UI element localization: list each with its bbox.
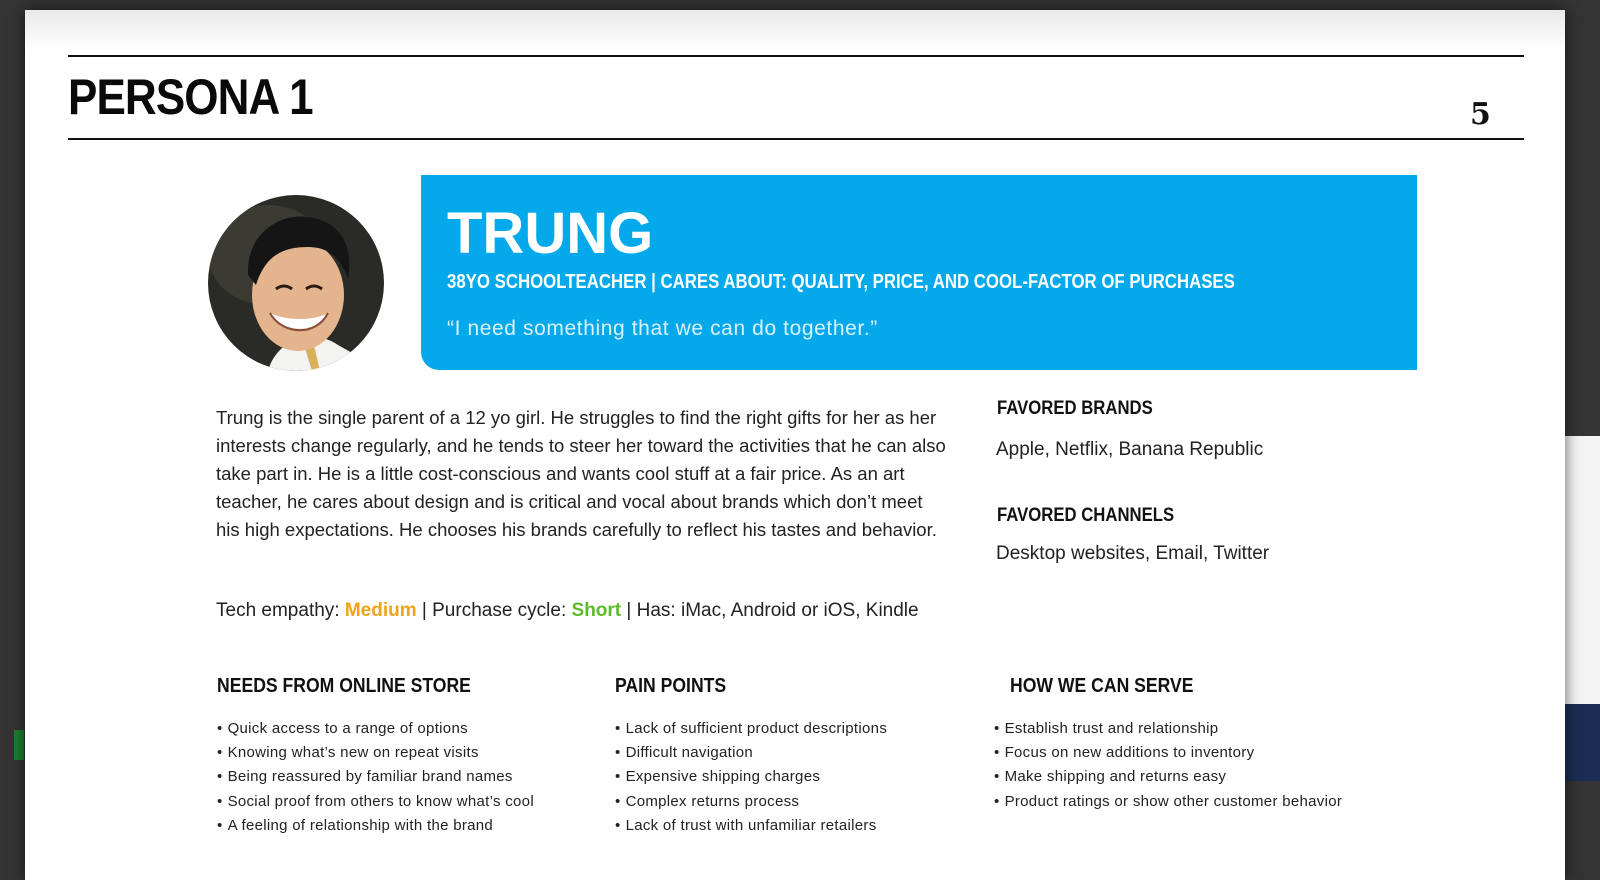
bullet-glyph: • — [615, 816, 621, 834]
tech-empathy-value: Medium — [344, 600, 417, 621]
bullet-glyph: • — [994, 792, 1000, 810]
list-item-text: Make shipping and returns easy — [1004, 768, 1227, 786]
list-item-text: Social proof from others to know what’s cool — [227, 792, 534, 810]
list-item-text: Focus on new additions to inventory — [1004, 744, 1255, 762]
list-item-text: Complex returns process — [625, 792, 800, 810]
list-item-text: Product ratings or show other customer behavior — [1004, 792, 1343, 810]
list-item — [994, 741, 1342, 765]
bullet-glyph: • — [217, 768, 223, 786]
list-item-text: Lack of trust with unfamiliar retailers — [625, 816, 877, 834]
favored-channels-value: Desktop websites, Email, Twitter — [996, 543, 1270, 564]
bullet-glyph: • — [615, 792, 621, 810]
bullet-glyph: • — [217, 720, 223, 737]
list-item — [615, 717, 887, 741]
list-item-text: Being reassured by familiar brand names — [227, 768, 513, 786]
bullet-glyph: • — [994, 744, 1000, 762]
list-item-text: Establish trust and relationship — [1004, 720, 1219, 737]
purchase-cycle-value: Short — [571, 600, 622, 621]
persona-avatar — [208, 195, 384, 371]
persona-bio: Trung is the single parent of a 12 yo girl. He struggles to find the right gifts for her as her interests change regularly, and he tends to steer her toward the activities that he can also take part in. He is a little cost-conscious and wants cool stuff at a fair price. As an art teacher, he cares about design and is critical and vocal about brands which don’t meet his high expectations. He chooses his brands carefully to reflect his tastes and behavior. — [216, 407, 946, 540]
list-item — [615, 741, 887, 765]
favored-channels-heading: FAVORED CHANNELS — [997, 505, 1175, 526]
bullet-glyph: • — [994, 768, 1000, 786]
bullet-glyph: • — [615, 744, 621, 762]
persona-name: TRUNG — [447, 201, 654, 266]
list-item-text: Knowing what’s new on repeat visits — [227, 744, 479, 762]
persona-slide — [25, 10, 1565, 880]
list-item — [615, 790, 887, 814]
favored-brands-heading: FAVORED BRANDS — [997, 398, 1153, 419]
persona-subtitle: 38YO SCHOOLTEACHER | CARES ABOUT: QUALITY, PRICE, AND COOL-FACTOR OF PURCHASES — [447, 271, 1235, 293]
list-item-text: Expensive shipping charges — [625, 768, 821, 786]
persona-banner — [421, 175, 1417, 370]
tech-empathy-label: Tech empathy: — [216, 600, 345, 621]
tech-separator: | — [621, 600, 637, 621]
pain-points-list — [615, 717, 887, 838]
tech-summary — [216, 600, 919, 622]
list-item-text: Quick access to a range of options — [227, 720, 468, 737]
list-item-text: A feeling of relationship with the brand — [227, 816, 494, 834]
bullet-glyph: • — [615, 720, 621, 737]
needs-heading: NEEDS FROM ONLINE STORE — [217, 675, 471, 697]
bullet-glyph: • — [217, 792, 223, 810]
slide-title: PERSONA 1 — [68, 69, 313, 125]
favored-brands-value: Apple, Netflix, Banana Republic — [996, 439, 1264, 460]
list-item — [994, 790, 1342, 814]
list-item-text: Lack of sufficient product descriptions — [625, 720, 888, 737]
needs-list — [217, 717, 534, 838]
list-item — [217, 741, 534, 765]
slide-top-shade — [25, 10, 1565, 50]
bullet-glyph: • — [615, 768, 621, 786]
how-we-can-serve-heading: HOW WE CAN SERVE — [1010, 675, 1194, 697]
tech-separator: | — [416, 600, 433, 621]
list-item — [994, 765, 1342, 789]
background-panel-top — [1560, 436, 1600, 704]
bullet-glyph: • — [217, 816, 223, 834]
background-green-tab — [14, 730, 24, 760]
list-item — [615, 765, 887, 789]
list-item — [217, 717, 534, 741]
bullet-glyph: • — [217, 744, 223, 762]
list-item — [994, 717, 1342, 741]
page-number: 5 — [1470, 97, 1491, 132]
title-rule-bottom — [68, 138, 1524, 140]
list-item — [615, 814, 887, 838]
avatar-portrait-image — [208, 195, 384, 371]
list-item — [217, 790, 534, 814]
list-item — [217, 765, 534, 789]
list-item — [217, 814, 534, 838]
how-we-can-serve-list — [994, 717, 1342, 814]
pain-points-heading: PAIN POINTS — [615, 675, 727, 697]
bullet-glyph: • — [994, 720, 1000, 737]
devices-owned: Has: iMac, Android or iOS, Kindle — [636, 600, 919, 621]
purchase-cycle-label: Purchase cycle: — [432, 600, 572, 621]
list-item-text: Difficult navigation — [625, 744, 754, 762]
title-rule-top — [68, 55, 1524, 57]
persona-quote: “I need something that we can do together.” — [447, 317, 878, 340]
